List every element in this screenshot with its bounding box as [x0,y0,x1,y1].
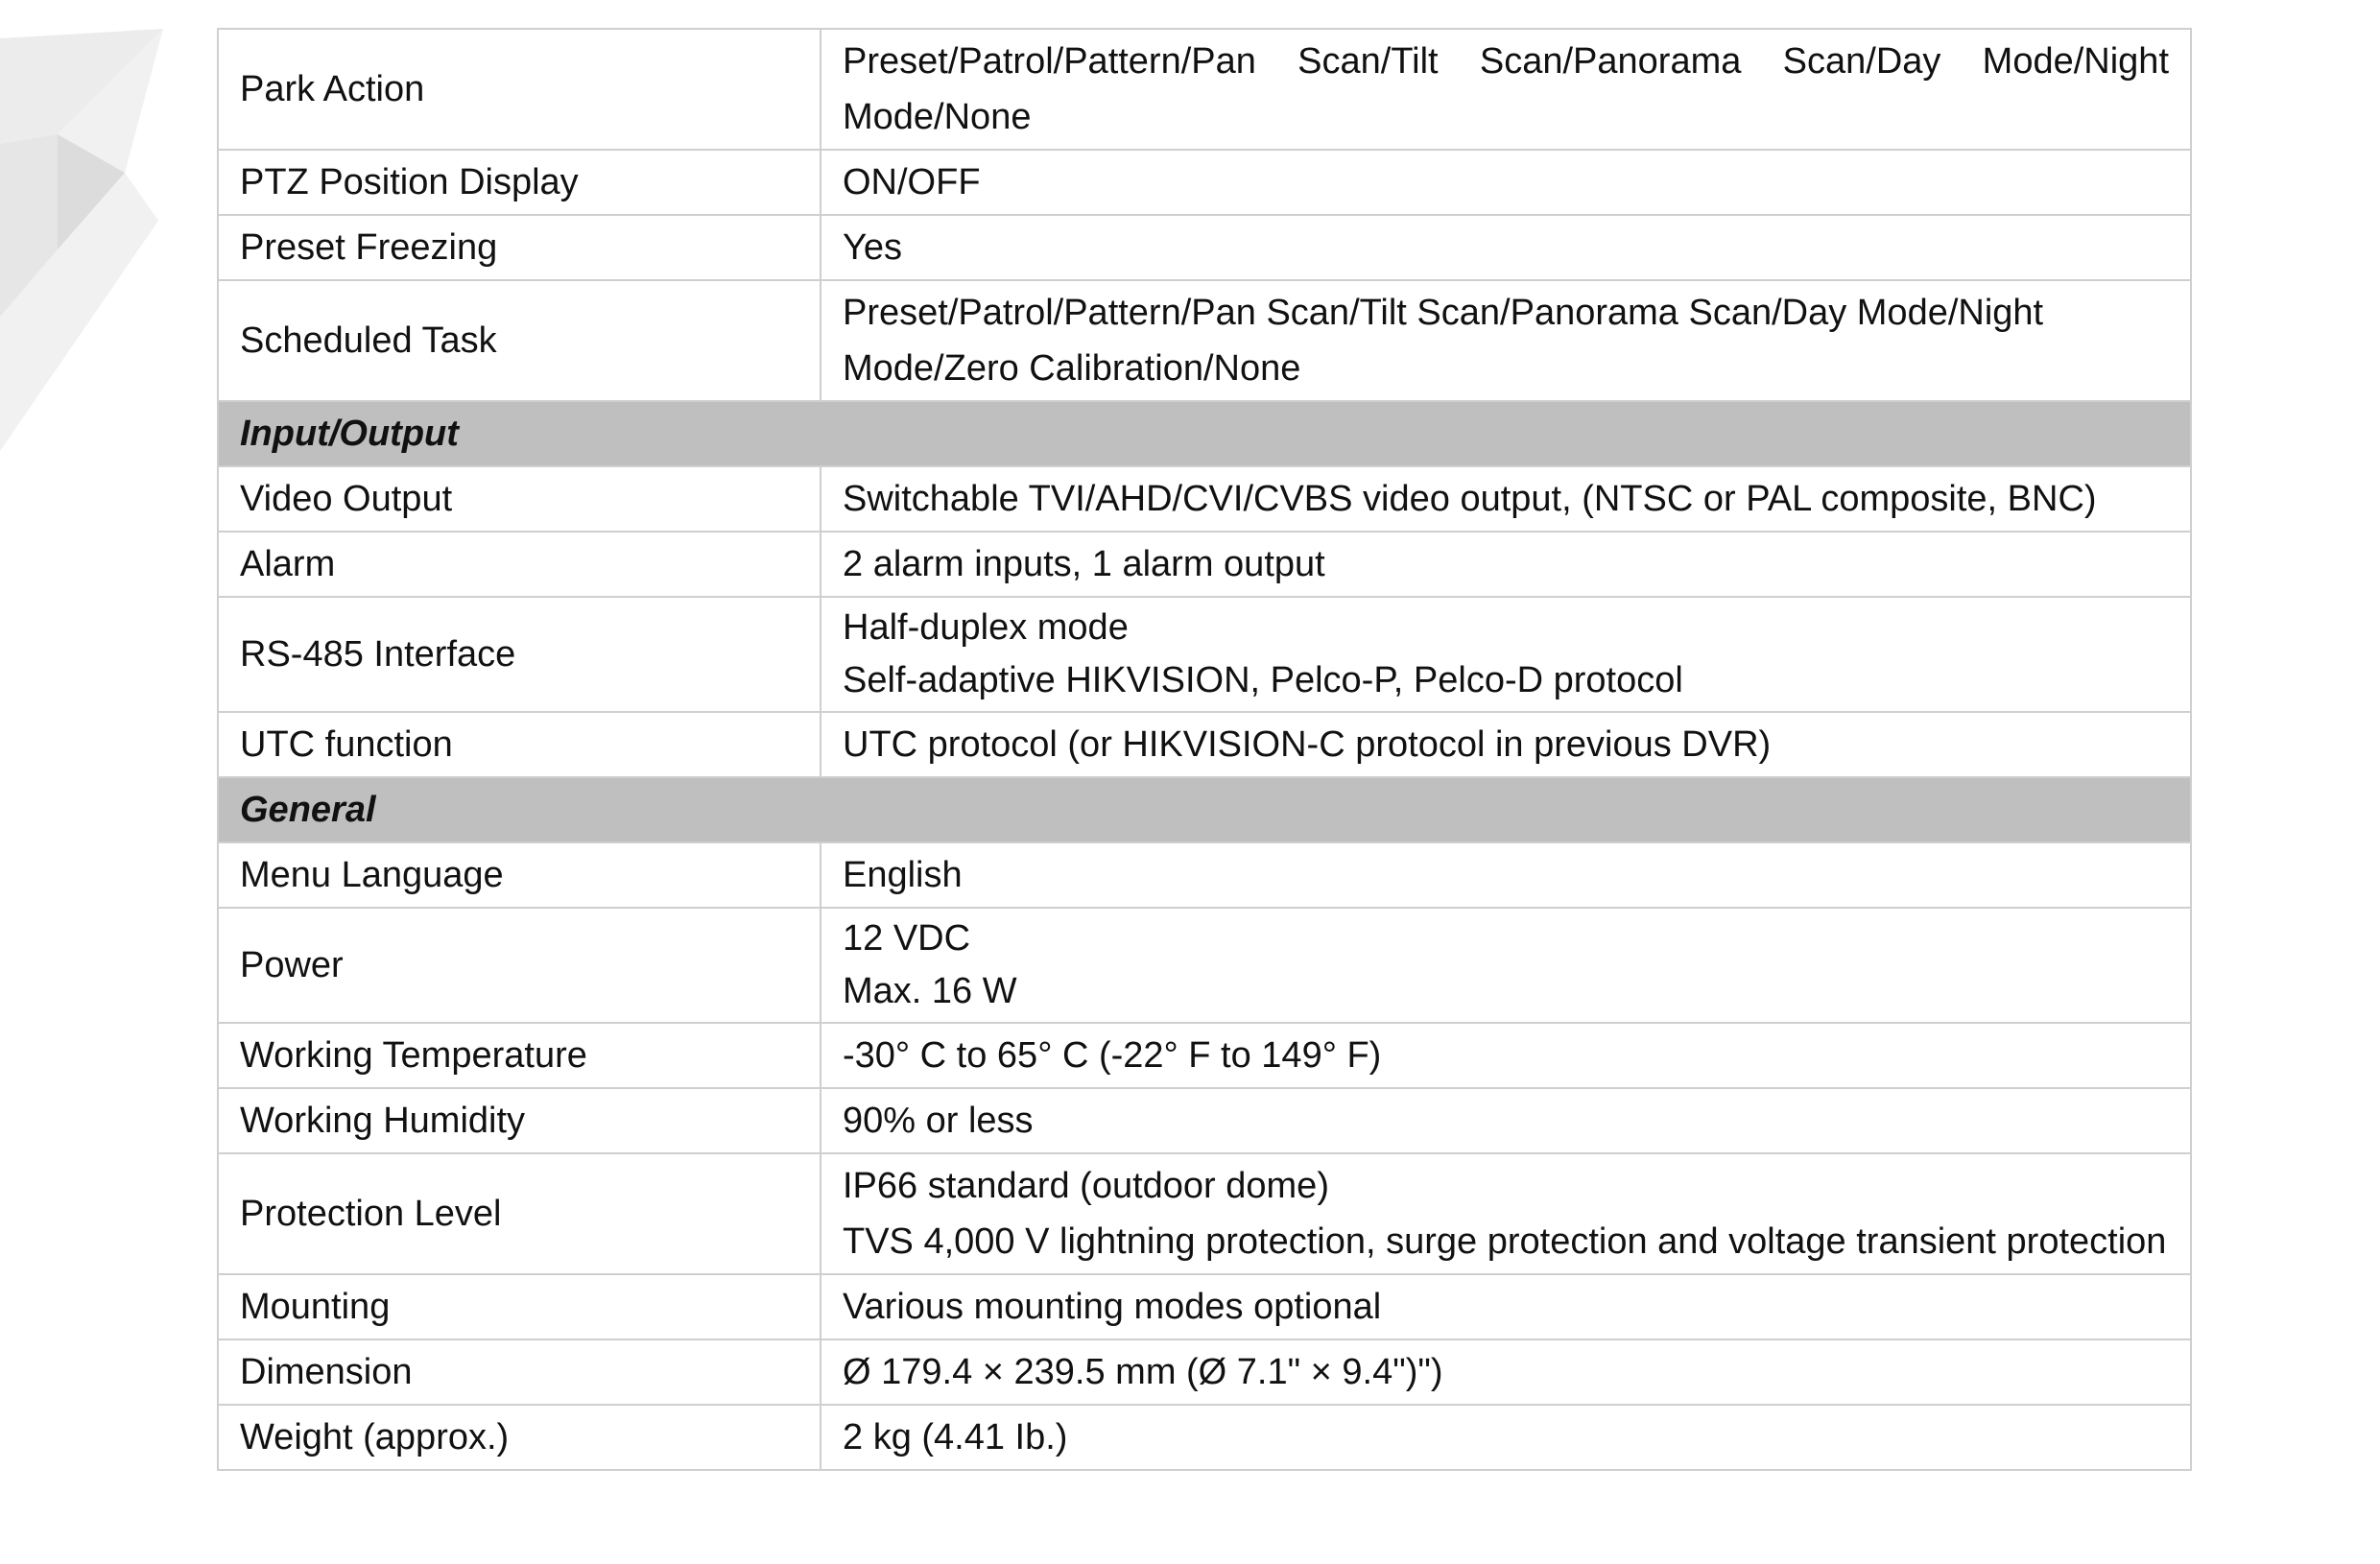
spec-label: Park Action [218,29,821,150]
spec-label: Preset Freezing [218,215,821,280]
spec-value [821,1023,2191,1088]
spec-label: Alarm [218,532,821,597]
table-row [218,1339,2191,1405]
spec-value [821,29,2191,150]
table-row [218,1153,2191,1274]
spec-value-line: -30° C to 65° C (-22° F to 149° F) [843,1035,1382,1076]
spec-value [821,280,2191,401]
spec-table-body [218,29,2191,1470]
spec-value-line: Half-duplex mode [843,607,1129,648]
section-header-row [218,777,2191,842]
spec-value-line: Various mounting modes optional [843,1287,1382,1327]
spec-value [821,215,2191,280]
spec-value-line: Max. 16 W [843,971,1017,1011]
spec-label: Weight (approx.) [218,1405,821,1470]
table-row [218,280,2191,401]
spec-value [821,712,2191,777]
table-row [218,1405,2191,1470]
spec-value-line: Mode/Zero Calibration/None [843,348,1301,389]
spec-value [821,1339,2191,1405]
spec-label: Dimension [218,1339,821,1405]
table-row [218,215,2191,280]
spec-value [821,532,2191,597]
spec-value-line: 90% or less [843,1101,1034,1141]
spec-label: UTC function [218,712,821,777]
spec-value [821,597,2191,712]
spec-value-line: Ø 179.4 × 239.5 mm (Ø 7.1" × 9.4")") [843,1352,1443,1392]
spec-value-line: IP66 standard (outdoor dome) [843,1166,1329,1206]
spec-table [217,28,2192,1471]
table-row [218,532,2191,597]
spec-label: Working Humidity [218,1088,821,1153]
spec-label: Scheduled Task [218,280,821,401]
spec-value-line: 2 kg (4.41 Ib.) [843,1417,1068,1457]
spec-value-line: Preset/Patrol/Pattern/Pan Scan/Tilt Scan/Panorama Scan/Day Mode/Night Mode/None [843,41,2169,137]
spec-value [821,1088,2191,1153]
spec-value [821,150,2191,215]
table-row [218,1088,2191,1153]
table-row [218,466,2191,532]
table-row [218,1023,2191,1088]
spec-value-line: English [843,855,963,895]
spec-value-line: Switchable TVI/AHD/CVI/CVBS video output, (NTSC or PAL composite, BNC) [843,479,2097,519]
table-row [218,1274,2191,1339]
spec-label: Mounting [218,1274,821,1339]
spec-label: RS-485 Interface [218,597,821,712]
section-title: General [218,777,2191,842]
section-header-row [218,401,2191,466]
spec-label: Protection Level [218,1153,821,1274]
table-row [218,29,2191,150]
spec-label: PTZ Position Display [218,150,821,215]
spec-value [821,1153,2191,1274]
table-row [218,842,2191,908]
spec-value-line: TVS 4,000 V lightning protection, surge protection and voltage transient protection [843,1221,2167,1262]
table-row [218,150,2191,215]
table-row [218,597,2191,712]
spec-value [821,466,2191,532]
table-row [218,908,2191,1023]
spec-label: Power [218,908,821,1023]
spec-value-line: 2 alarm inputs, 1 alarm output [843,544,1325,584]
spec-label: Menu Language [218,842,821,908]
spec-value-line: ON/OFF [843,162,981,202]
spec-value-line: Self-adaptive HIKVISION, Pelco-P, Pelco-D protocol [843,660,1683,700]
spec-value [821,1274,2191,1339]
spec-label: Working Temperature [218,1023,821,1088]
spec-value-line: 12 VDC [843,918,971,959]
section-title: Input/Output [218,401,2191,466]
spec-value-line: Yes [843,227,902,268]
spec-value-line: Preset/Patrol/Pattern/Pan Scan/Tilt Scan/Panorama Scan/Day Mode/Night [843,293,2044,333]
spec-value-line: UTC protocol (or HIKVISION-C protocol in previous DVR) [843,724,1772,765]
spec-value [821,908,2191,1023]
table-row [218,712,2191,777]
watermark-logo [0,0,182,461]
spec-label: Video Output [218,466,821,532]
spec-value [821,842,2191,908]
spec-value [821,1405,2191,1470]
